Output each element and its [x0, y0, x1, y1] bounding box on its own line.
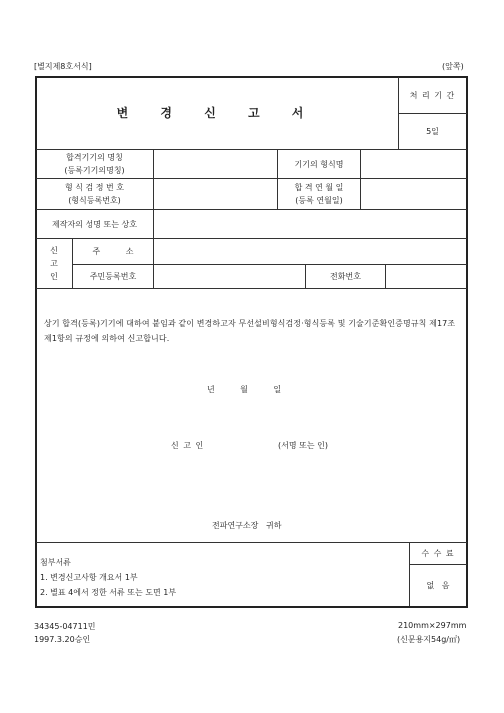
- phone-field[interactable]: [386, 265, 466, 288]
- device-name-field[interactable]: [154, 150, 277, 178]
- phone-label: 전화번호: [330, 272, 361, 281]
- maker-label: 제작자의 성명 또는 상호: [52, 219, 137, 229]
- paper-size: 210mm×297mm: [398, 621, 467, 630]
- applicant-label: 신 고 인: [50, 246, 58, 281]
- fee-label: 수 수 료: [421, 549, 455, 558]
- cert-number-field[interactable]: [154, 179, 277, 209]
- approval-date: 1997.3.20승인: [34, 635, 91, 644]
- form-number: [별지제8호서식]: [34, 62, 92, 71]
- processing-period-value: 5일: [426, 127, 439, 136]
- frame-right: [466, 76, 468, 607]
- form-code: 34345-04711민: [34, 622, 96, 631]
- resident-number-label: 주민등록번호: [89, 272, 137, 281]
- model-name-field[interactable]: [361, 150, 466, 178]
- model-name-label: 기기의 형식명: [294, 159, 344, 169]
- signature-note: (서명 또는 인): [278, 441, 328, 450]
- signer-label: 신 고 인: [171, 441, 205, 450]
- attachments-title: 첨부서류: [40, 558, 71, 567]
- processing-period-label: 처 리 기 간: [409, 90, 456, 100]
- recipient-line: 전파연구소장 귀하: [212, 521, 282, 530]
- address-label: 주 소: [92, 247, 134, 256]
- address-field[interactable]: [154, 239, 466, 264]
- pass-date-label: 합 격 연 월 일 (등록 연월일): [294, 183, 344, 205]
- attachment-item-2: 2. 별표 4에서 정한 서류 또는 도면 1부: [40, 588, 177, 597]
- device-name-label: 합격기기의 명칭 (등록기기의명칭): [64, 153, 125, 175]
- resident-number-field[interactable]: [154, 265, 305, 288]
- page-side-label: (앞쪽): [442, 62, 464, 71]
- pass-date-field[interactable]: [361, 179, 466, 209]
- form-title: 변 경 신 고 서: [116, 105, 318, 120]
- paper-type: (신문용지54g/㎡): [397, 635, 461, 644]
- date-line: 년 월 일: [207, 385, 282, 394]
- maker-field[interactable]: [154, 210, 466, 238]
- declaration-paragraph: 상기 합격(등록)기기에 대하여 붙임과 같이 변경하고자 무선설비형식검정·형식등록 및 기술기준확인증명규칙 제17조제1항의 규정에 의하여 신고합니다.: [44, 319, 456, 343]
- frame-bottom: [35, 606, 468, 608]
- fee-value: 없 음: [426, 581, 450, 590]
- cert-number-label: 형 식 검 정 번 호 (형식등록번호): [64, 183, 125, 205]
- attachment-item-1: 1. 변경신고사항 개요서 1부: [40, 573, 138, 582]
